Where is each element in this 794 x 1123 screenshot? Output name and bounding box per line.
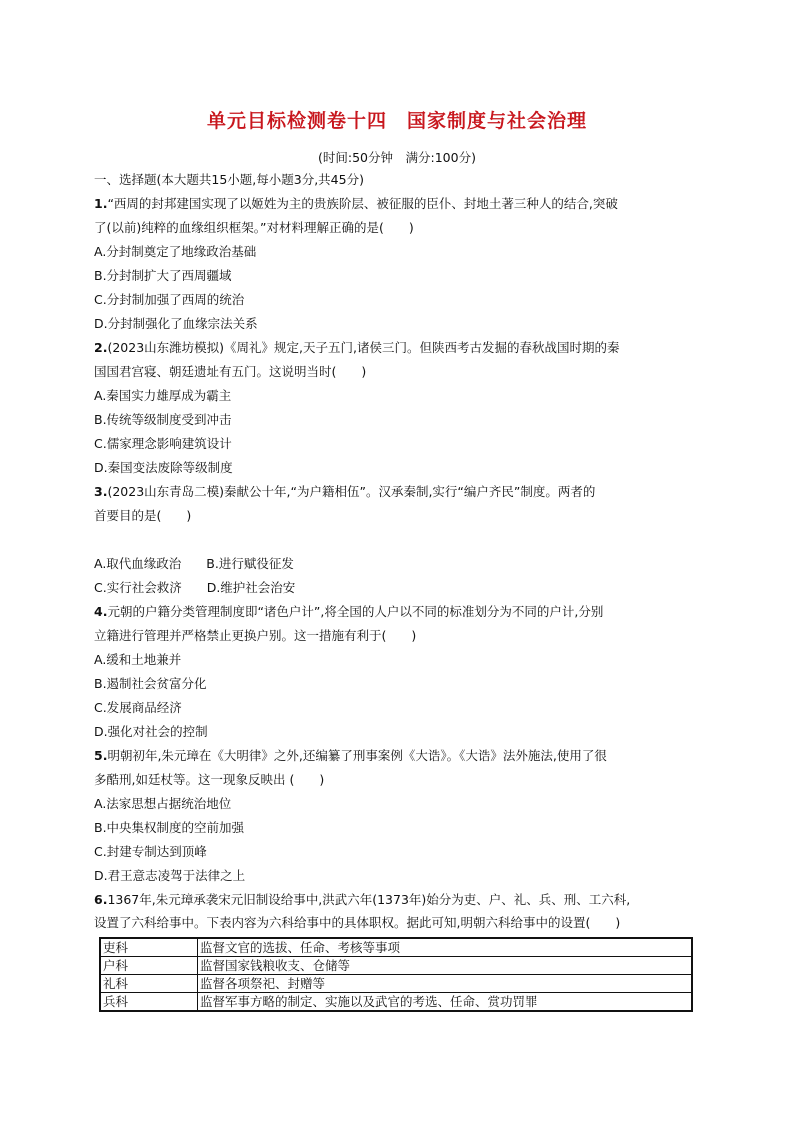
question-5-stem-line-1: 5.明朝初年,朱元璋在《大明律》之外,还编纂了刑事案例《大诰》。《大诰》法外施法,使用了很 (94, 748, 607, 763)
table-cell-department: 户科 (100, 957, 198, 975)
exam-time-score: (时间:50分钟 满分:100分) (318, 150, 476, 165)
question-1-option-d: D.分封制强化了血缘宗法关系 (94, 316, 258, 331)
six-departments-table (99, 937, 693, 1012)
question-2-stem-line-1: 2.(2023山东潍坊模拟)《周礼》规定,天子五门,诸侯三门。但陕西考古发掘的春秋战国时期的秦 (94, 340, 620, 355)
question-5-stem-line-2: 多酷刑,如廷杖等。这一现象反映出 ( ) (94, 772, 325, 787)
question-6-stem-line-2: 设置了六科给事中。下表内容为六科给事中的具体职权。据此可知,明朝六科给事中的设置( ) (94, 915, 621, 930)
question-6-stem-line-1: 6.1367年,朱元璋承袭宋元旧制设给事中,洪武六年(1373年)始分为吏、户、礼、兵、刑、工六科, (94, 892, 631, 907)
table-cell-duty: 监督国家钱粮收支、仓储等 (198, 957, 693, 975)
question-3-stem-line-2: 首要目的是( ) (94, 508, 192, 523)
table-cell-duty: 监督文官的选拔、任命、考核等事项 (198, 938, 693, 957)
question-4-stem-line-2: 立籍进行管理并严格禁止更换户别。这一措施有利于( ) (94, 628, 417, 643)
question-2-option-a: A.秦国实力雄厚成为霸主 (94, 388, 232, 403)
table-row (100, 993, 692, 1012)
section-heading: 一、选择题(本大题共15小题,每小题3分,共45分) (94, 172, 364, 187)
question-1-stem-line-2: 了(以前)纯粹的血缘组织框架。”对材料理解正确的是( ) (94, 220, 414, 235)
question-2-option-d: D.秦国变法废除等级制度 (94, 460, 233, 475)
question-4-option-a: A.缓和土地兼并 (94, 652, 182, 667)
table-row (100, 975, 692, 993)
question-5-option-d: D.君王意志凌驾于法律之上 (94, 868, 246, 883)
question-3-options-ab: A.取代血缘政治 B.进行赋役征发 (94, 556, 294, 571)
question-4-option-d: D.强化对社会的控制 (94, 724, 208, 739)
table-cell-duty: 监督各项祭祀、封赠等 (198, 975, 693, 993)
question-5-option-c: C.封建专制达到顶峰 (94, 844, 207, 859)
question-4-option-b: B.遏制社会贫富分化 (94, 676, 207, 691)
question-1-option-b: B.分封制扩大了西周疆域 (94, 268, 232, 283)
question-1-option-c: C.分封制加强了西周的统治 (94, 292, 245, 307)
page-title: 单元目标检测卷十四 国家制度与社会治理 (206, 110, 587, 132)
table-cell-department: 兵科 (100, 993, 198, 1012)
question-4-stem-line-1: 4.元朝的户籍分类管理制度即“诸色户计”,将全国的人户以不同的标准划分为不同的户计,分别 (94, 604, 604, 619)
question-5-option-a: A.法家思想占据统治地位 (94, 796, 232, 811)
table-cell-department: 吏科 (100, 938, 198, 957)
question-5-option-b: B.中央集权制度的空前加强 (94, 820, 245, 835)
table-row (100, 957, 692, 975)
question-2-stem-line-2: 国国君宫寝、朝廷遗址有五门。这说明当时( ) (94, 364, 367, 379)
question-3-stem-line-1: 3.(2023山东青岛二模)秦献公十年,“为户籍相伍”。汉承秦制,实行“编户齐民”制度。两者的 (94, 484, 596, 499)
question-4-option-c: C.发展商品经济 (94, 700, 182, 715)
table-row (100, 938, 692, 957)
table-cell-duty: 监督军事方略的制定、实施以及武官的考选、任命、赏功罚罪 (198, 993, 693, 1012)
question-3-options-cd: C.实行社会救济 D.维护社会治安 (94, 580, 296, 595)
question-1-stem-line-1: 1.“西周的封邦建国实现了以姬姓为主的贵族阶层、被征服的臣仆、封地土著三种人的结合,突破 (94, 196, 618, 211)
question-2-option-c: C.儒家理念影响建筑设计 (94, 436, 232, 451)
table-cell-department: 礼科 (100, 975, 198, 993)
question-2-option-b: B.传统等级制度受到冲击 (94, 412, 232, 427)
question-1-option-a: A.分封制奠定了地缘政治基础 (94, 244, 257, 259)
